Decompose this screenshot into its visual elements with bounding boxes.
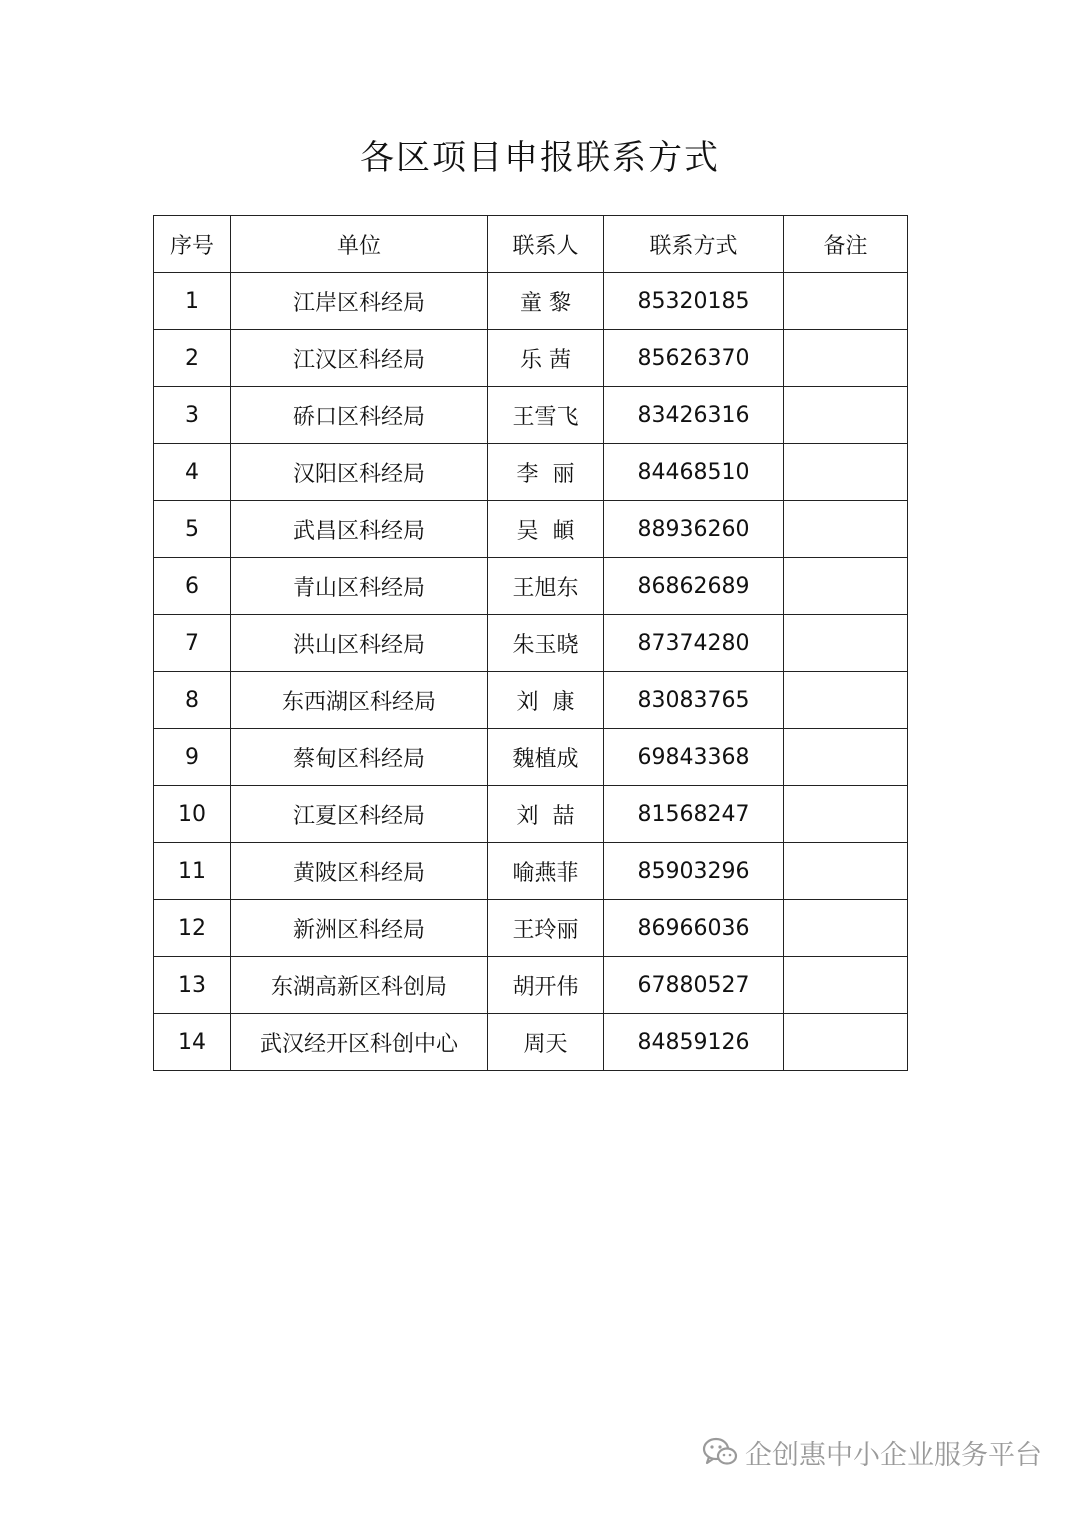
contacts-table [153, 215, 908, 1071]
cell-unit: 黄陂区科经局 [231, 843, 488, 900]
cell-no: 3 [154, 387, 231, 444]
cell-unit: 武昌区科经局 [231, 501, 488, 558]
cell-note [784, 843, 908, 900]
cell-note [784, 444, 908, 501]
cell-phone: 84468510 [604, 444, 784, 501]
cell-unit: 武汉经开区科创中心 [231, 1014, 488, 1071]
table-header-row [154, 216, 908, 273]
cell-phone: 85626370 [604, 330, 784, 387]
table-row [154, 501, 908, 558]
cell-no: 7 [154, 615, 231, 672]
cell-contact: 王玲丽 [488, 900, 604, 957]
cell-contact: 乐 茜 [488, 330, 604, 387]
cell-unit: 江汉区科经局 [231, 330, 488, 387]
cell-no: 2 [154, 330, 231, 387]
table-row [154, 615, 908, 672]
table-row [154, 444, 908, 501]
table-row [154, 330, 908, 387]
watermark-text: 企创惠中小企业服务平台 [745, 1439, 1042, 1471]
table-row [154, 1014, 908, 1071]
cell-no: 12 [154, 900, 231, 957]
cell-contact: 李 丽 [488, 444, 604, 501]
table-row [154, 786, 908, 843]
cell-phone: 85903296 [604, 843, 784, 900]
table-row [154, 957, 908, 1014]
cell-contact: 王雪飞 [488, 387, 604, 444]
cell-phone: 69843368 [604, 729, 784, 786]
cell-phone: 67880527 [604, 957, 784, 1014]
table-row [154, 900, 908, 957]
cell-note [784, 273, 908, 330]
cell-unit: 东湖高新区科创局 [231, 957, 488, 1014]
cell-no: 11 [154, 843, 231, 900]
cell-note [784, 1014, 908, 1071]
cell-note [784, 558, 908, 615]
document-title: 各区项目申报联系方式 [360, 138, 720, 178]
cell-phone: 85320185 [604, 273, 784, 330]
wechat-icon [701, 1436, 739, 1468]
cell-note [784, 672, 908, 729]
cell-note [784, 729, 908, 786]
table-row [154, 387, 908, 444]
cell-unit: 洪山区科经局 [231, 615, 488, 672]
cell-unit: 新洲区科经局 [231, 900, 488, 957]
cell-phone: 86966036 [604, 900, 784, 957]
header-contact: 联系人 [488, 216, 604, 273]
cell-no: 8 [154, 672, 231, 729]
cell-contact: 周天 [488, 1014, 604, 1071]
cell-no: 5 [154, 501, 231, 558]
cell-unit: 东西湖区科经局 [231, 672, 488, 729]
header-unit: 单位 [231, 216, 488, 273]
cell-contact: 朱玉晓 [488, 615, 604, 672]
cell-note [784, 501, 908, 558]
table-row [154, 273, 908, 330]
cell-no: 14 [154, 1014, 231, 1071]
cell-no: 9 [154, 729, 231, 786]
cell-phone: 84859126 [604, 1014, 784, 1071]
cell-no: 13 [154, 957, 231, 1014]
cell-contact: 王旭东 [488, 558, 604, 615]
cell-note [784, 387, 908, 444]
cell-note [784, 957, 908, 1014]
cell-unit: 汉阳区科经局 [231, 444, 488, 501]
table-row [154, 843, 908, 900]
cell-note [784, 615, 908, 672]
cell-unit: 硚口区科经局 [231, 387, 488, 444]
cell-no: 10 [154, 786, 231, 843]
cell-phone: 86862689 [604, 558, 784, 615]
header-note: 备注 [784, 216, 908, 273]
cell-no: 4 [154, 444, 231, 501]
cell-unit: 青山区科经局 [231, 558, 488, 615]
cell-unit: 蔡甸区科经局 [231, 729, 488, 786]
cell-contact: 喻燕菲 [488, 843, 604, 900]
table-row [154, 672, 908, 729]
cell-unit: 江夏区科经局 [231, 786, 488, 843]
table-row [154, 729, 908, 786]
cell-phone: 81568247 [604, 786, 784, 843]
cell-phone: 83426316 [604, 387, 784, 444]
cell-unit: 江岸区科经局 [231, 273, 488, 330]
cell-contact: 胡开伟 [488, 957, 604, 1014]
header-no: 序号 [154, 216, 231, 273]
cell-contact: 魏植成 [488, 729, 604, 786]
cell-no: 6 [154, 558, 231, 615]
cell-phone: 88936260 [604, 501, 784, 558]
cell-note [784, 900, 908, 957]
cell-no: 1 [154, 273, 231, 330]
cell-contact: 童 黎 [488, 273, 604, 330]
cell-contact: 刘 喆 [488, 786, 604, 843]
table-row [154, 558, 908, 615]
watermark [701, 1432, 1042, 1472]
cell-phone: 83083765 [604, 672, 784, 729]
header-phone: 联系方式 [604, 216, 784, 273]
cell-contact: 吴 頔 [488, 501, 604, 558]
cell-phone: 87374280 [604, 615, 784, 672]
cell-note [784, 330, 908, 387]
cell-note [784, 786, 908, 843]
cell-contact: 刘 康 [488, 672, 604, 729]
